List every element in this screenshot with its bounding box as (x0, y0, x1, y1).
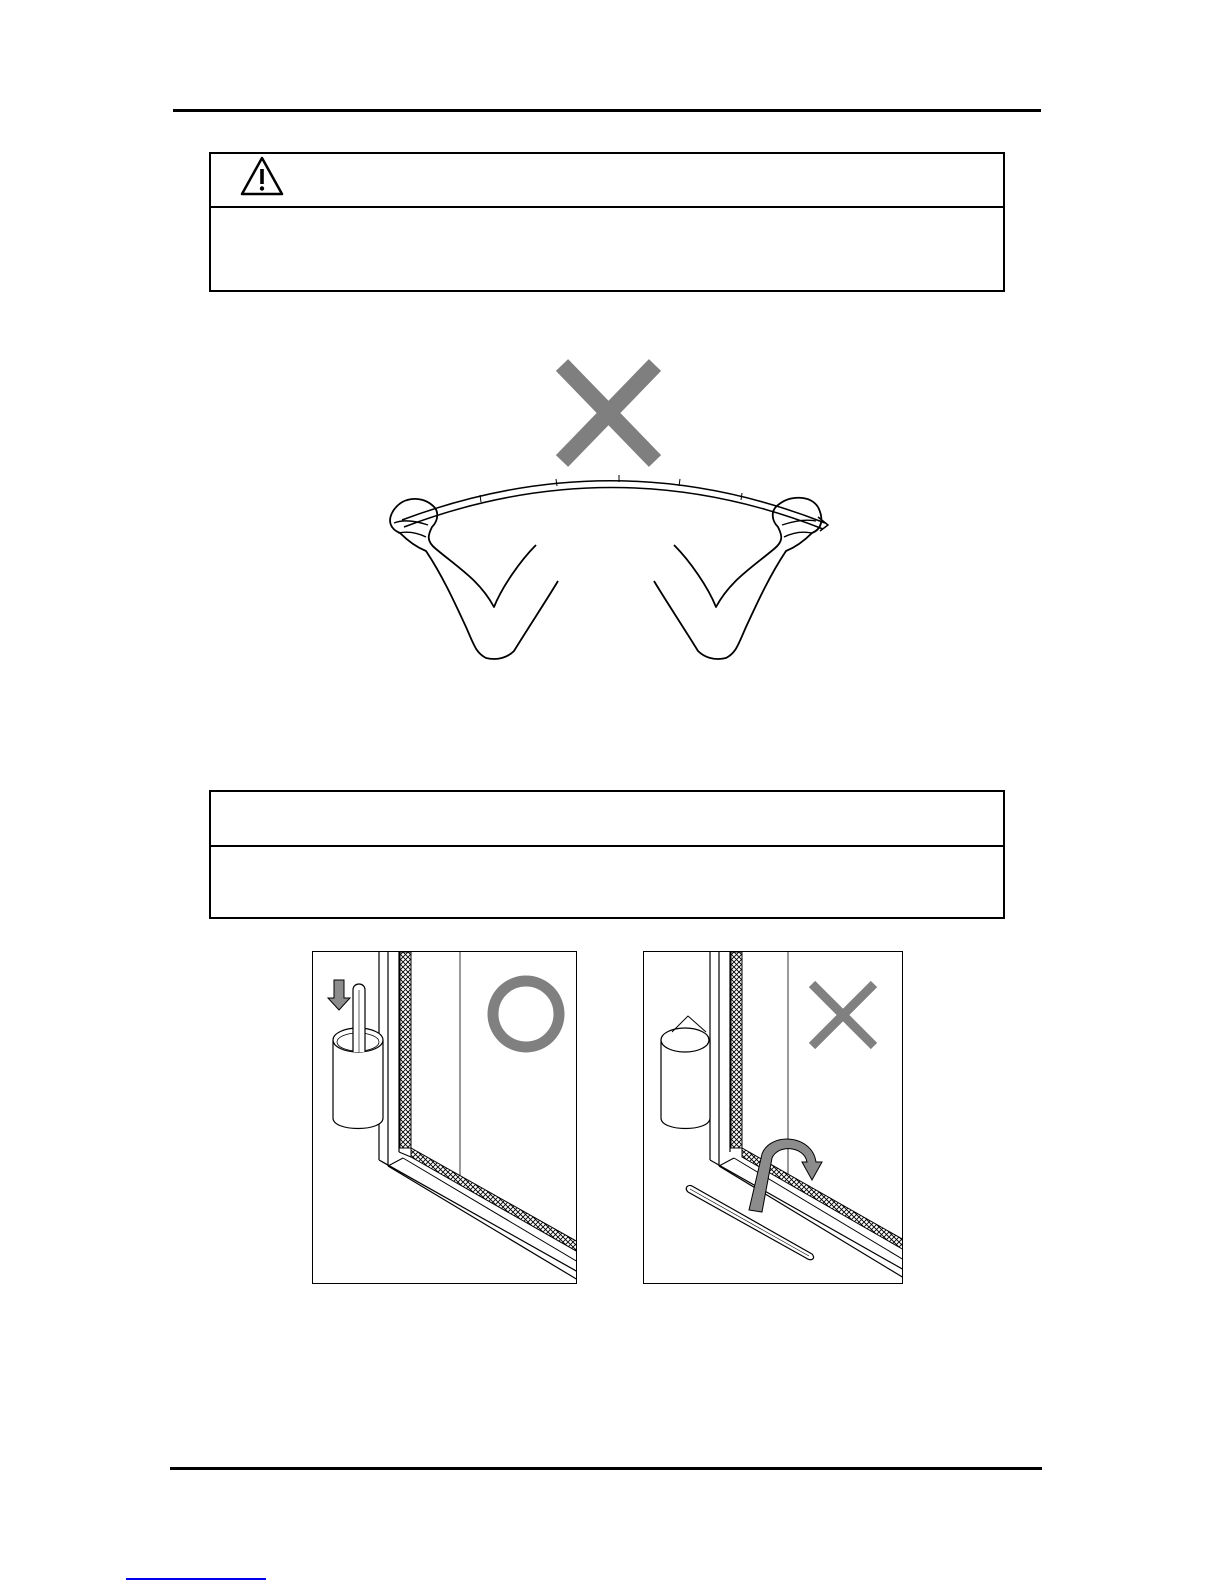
caution-divider (211, 845, 1003, 847)
cross-icon (562, 365, 655, 461)
warning-divider (211, 206, 1003, 208)
footer-rule (170, 1467, 1042, 1470)
warning-triangle-icon (239, 155, 285, 197)
footer-link[interactable] (126, 1578, 266, 1580)
caution-box (209, 790, 1005, 919)
bend-pen-figure (370, 355, 850, 675)
incorrect-storage-panel (643, 951, 903, 1284)
header-rule (173, 109, 1041, 112)
correct-storage-panel (312, 951, 577, 1284)
cross-icon (812, 984, 874, 1046)
warning-box (209, 152, 1005, 292)
down-arrow-icon (328, 980, 350, 1010)
circle-ok-icon (493, 981, 559, 1047)
